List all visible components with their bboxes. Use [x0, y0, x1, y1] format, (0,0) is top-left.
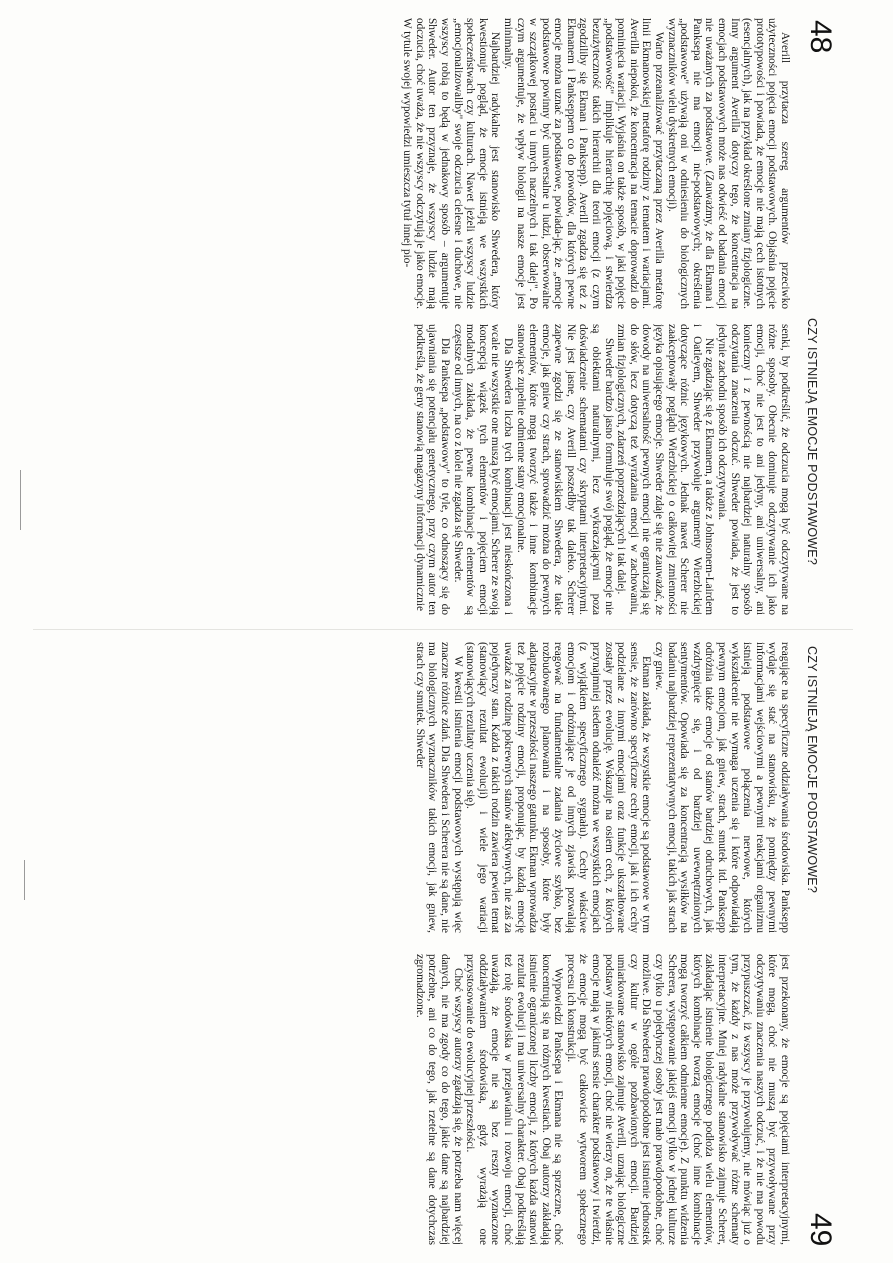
paragraph: Dla Panksepa „podstawowy" to tyle, co odnoszący się do ujawniania się potencjału genetycznego, przy czym autor ten podkreśla, że geny stanowią magazyny informacji dynamicznie	[413, 324, 451, 615]
scan-mark	[20, 470, 21, 530]
paragraph: reagujące na specyficzne oddziaływania środowiska. Panksepp wydaje się stać na stanowisku, że pomiędzy pewnymi informacjami wejściowymi a pewnymi reakcjami organizmu istnieją podstawowe połączenia nerwowe, których wykształcenie nie wymaga uczenia się i które odpowiadają pewnym emocjom, jak gniew, strach, smutek itd. Panksepp odróżnia także emocje od stanów bardziej odruchowych, jak wzdrygnięcie się, i od bardziej uwewnętrznionych sentymentów. Opowiada się za koncentracją wysiłków na badaniu najbardziej reprezentatywnych emocji, takich jak strach czy gniew.	[653, 642, 791, 933]
text-column-right	[31, 954, 791, 1245]
paragraph: jest przekonany, że emocje są pojęciami interpretacyjnymi, które mogą, choć nie muszą być przywoływane przy odczytywaniu znaczenia naszych odczuć, i że nie ma powodu przypuszczać, iż wszyscy je przywołujemy, nie mówiąc już o tym, że każdy z nas może przywoływać różne schematy interpretacyjne. Mniej radykalne stanowisko zajmuje Scherer, zakładając istnienie biologicznego podłoża wielu elementów, których kombinacje tworzą emocje (choć inne kombinacje mogą tworzyć całkiem odmienne emocje). Z punktu widzenia Scherera, występowanie jakiejś emocji tylko w jednej kulturze czy tylko u pojedynczej osoby jest mało prawdopodobne, choć możliwe. Dla Shwedera prawdopodobne jest istnienie jednostek czy kultur w ogóle pozbawionych emocji. Bardziej umiarkowane stanowisko zajmuje Averill, uznając biologiczne podstawy niektórych emocji, choć nie wierzy on, że te właśnie emocje mają w jakimś sensie charakter podstawowy i twierdzi, że emocje mogą być całkowicie wytworem społecznego procesu ich konstrukcji.	[564, 954, 791, 1245]
paragraph: Wypowiedzi Panksepa i Ekmana nie są sprzeczne, choć koncentrują się na różnych kwestiach. Obaj autorzy zakładają istnienie ograniczonej liczby emocji, z których każda stanowi rezultat ewolucji i ma uniwersalny charakter. Obaj podkreślają też rolę środowiska w przejawianiu i rozwoju emocji, choć uważają, że emocje nie są bez reszty wyznaczone oddziaływaniem środowiska, gdyż wyrażają one przystosowanie do ewolucyjnej przeszłości.	[464, 954, 565, 1245]
paragraph: Averill przytacza szereg argumentów przeciwko użyteczności pojęcia emocji podstawowych. Objaśnia pojęcie prototypowości i powiada, że emocje nie mają cech istotnych (esencjalnych), jak na przykład określone zmiany fizjologiczne. Inny argument Averilla dotyczy tego, że koncentracja na emocjach podstawowych może nas odwieść od badania emocji nie uważanych za podstawowe. (Zauważmy, że dla Ekmana i Panksepa nie ma emocji nie-podstawowych; określenia „podstawowe" używają oni w odniesieniu do biologicznych wyznaczników wielu dyskretnych emocji).	[665, 18, 791, 309]
page-number: 49	[804, 1213, 837, 1247]
paragraph: Dla Shwedera liczba tych kombinacji jest nieskończona i wcale nie wszystkie one muszą być emocjami. Scherer ze swoją koncepcją wiązek tych elementów i pojęciem emocji modalnych zakłada, że pewne kombinacje elementów są częstsze od innych, na co z kolei nie zgadza się Shweder.	[451, 324, 514, 615]
paragraph: senki, by podkreślić, że odczucia mogą być odczytywane na różne sposoby. Obecnie dominuje odczytywanie ich jako emocji, choć nie jest to ani jedyny, ani uniwersalny, ani konieczny i z pewnością nie najbardziej naturalny sposób odczytania znaczenia odczuć. Shweder powiada, że jest to jedynie zachodni sposób ich odczytywania.	[716, 324, 791, 615]
paragraph: Shweder bardzo jasno formułuje swój pogląd, że emocje nie są obiektami naturalnymi, lecz wykraczającymi poza doświadczenie schematami czy skryptami interpretacyjnymi. Nie jest jasne, czy Averill poszedłby tak daleko. Scherer zapewne zgodzi się ze stanowiskiem Shwedera, że takie emocje, jak gniew czy strach, sprowadzić można do pewnych elementów, które mogą tworzyć także i inne kombinacje stanowiące zupełnie odmienne stany emocjonalne.	[514, 324, 615, 615]
text-column-left	[31, 642, 791, 933]
paragraph: Warto przeanalizować przytaczaną przez Averilla metaforę linii Ekmanowskiej metaforę rodziny z tematem i wariacjami. Averilla niepokoi, że koncentracja na temacie doprowadzi do pominięcia wariacji. Wyjaśnia on także sposób, w jaki pojęcie „podstawowość" implikuje hierarchię pojęciową, i stwierdza bezużyteczność takich hierarchii dla teorii emocji (z czym zgodziliby się Ekman i Panksepp). Averill zgadza się też z Ekmanem i Pankseppem co do powodów, dla których pewne emocje można uznać za podstawowe, powiada-jąc, że „emocje podstawowe powinny być uniwersalne u ludzi, obserwowalne w szczątkowej postaci u innych naczelnych i tak dalej". Po czym argumentuje, że wpływ biologii na nasze emocje jest minimalny.	[501, 18, 666, 309]
running-head: CZY ISTNIEJĄ EMOCJE PODSTAWOWE?	[805, 318, 819, 565]
right-page	[0, 638, 893, 1263]
left-page	[0, 0, 893, 625]
page-gutter	[33, 629, 853, 630]
paragraph: Nie zgadzając się z Ekmanem, a także z Johnsonem-Lairdem i Oatleyem, Shweder przywołuje argumenty Wierzbickiej dotyczące różnic językowych. Jednak nawet Scherer nie zaakceptowały poglądu Wierzbickiej o całkowitej zmienności języka opisującego emocje. Shweder zdaje się nie zauważać, że dowody na uniwersalność pewnych emocji nie ograniczają się do słów, lecz dotyczą też wyrażania emocji w zachowaniu, zmian fizjologicznych, zdarzeń poprzedzających i tak dalej.	[615, 324, 716, 615]
paragraph: Najbardziej radykalne jest stanowisko Shwedera, który kwestionuje pogląd, że emocje istnieją we wszystkich społeczeństwach czy kulturach. Nawet jeżeli wszyscy ludzie „emocjonalizowaliby" swoje odczucia cielesne i duchowe, nie wszyscy robią to będą w jednakowy sposób – argumentuje Shweder. Autor ten przyznaje, że wszyscy ludzie mają odczucia, choć uważa, że nie wszyscy odczytują je jako emocje. W tytule swojej wypowiedzi umieszcza tytuł innej pio-	[401, 18, 502, 309]
paragraph: Ekman zakłada, że wszystkie emocje są podstawowe w tym sensie, że zarówno specyficzne cechy emocji, jak i ich cechy podzielane z innymi emocjami oraz funkcje ukształtowane zostały przez ewolucję. Wskazuje na osiem cech, z których przynajmniej siedem odnaleźć można we wszystkich emocjach (z wyjątkiem specyficznego sygnału). Cechy właściwe emocjom i odróżniające je od innych zjawisk pozwalają reagować na fundamentalne zadania życiowe szybko, bez rozbudowanego planowania i na sposoby, które były adaptacyjne w przeszłości naszego gatunku. Ekman wprowadza też pojęcie rodziny emocji, proponując, by każdą emocję uważać za rodzinę pokrewnych stanów afektywnych, nie zaś za pojedynczy stan. Każda z takich rodzin zawiera pewien temat (stanowiący rezultat ewolucji) i wiele jego wariacji (stanowiących rezultaty uczenia się).	[464, 642, 653, 933]
paragraph: W kwestii istnienia emocji podstawowych występują więc znaczne różnice zdań. Dla Shwedera i Scherera nie są dane, nie ma biologicznych wyznaczników takich emocji, jak gniew, strach czy smutek. Shweder	[413, 642, 464, 933]
page-number: 48	[804, 20, 837, 54]
running-head: CZY ISTNIEJĄ EMOCJE PODSTAWOWE?	[805, 646, 819, 893]
text-column-left	[31, 18, 791, 309]
paragraph: Choć wszyscy autorzy zgadzają się, że potrzeba nam więcej danych, nie ma zgody co do tego, jakie dane są najbardziej potrzebne, ani co do tego, jak rzetelne są dane dotychczas zgromadzone.	[413, 954, 464, 1245]
text-column-right	[31, 324, 791, 615]
